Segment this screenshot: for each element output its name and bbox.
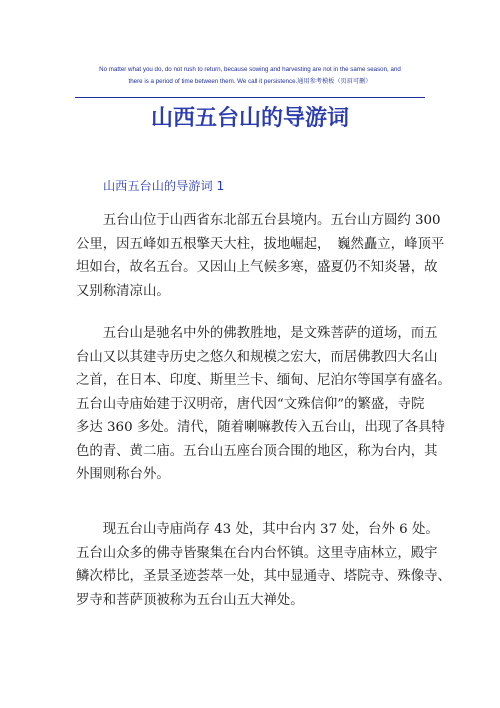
paragraph-line: 五台山位于山西省东北部五台县境内。五台山方圆约 300 <box>76 213 441 228</box>
paragraph-line: 五台山众多的佛寺皆聚集在台内台怀镇。这里寺庙林立，殿宇 <box>76 545 438 561</box>
paragraph-3 <box>76 518 451 612</box>
paragraph-line: 五台山寺庙始建于汉明帝，唐代因“文殊信仰”的繁盛，寺院 <box>76 396 425 412</box>
paragraph-line: 公里，因五峰如五根擎天大柱，拔地崛起， 巍然矗立，峰顶平 <box>76 236 445 252</box>
paragraph-line: 现五台山寺庙尚存 43 处，其中台内 37 处，台外 6 处。 <box>76 522 439 537</box>
document-title: 山西五台山的导游词 <box>150 106 349 131</box>
paragraph-line: 五台山是驰名中外的佛教胜地，是文殊菩萨的道场，而五 <box>76 326 438 341</box>
paragraph-2 <box>76 322 451 487</box>
page-header <box>60 64 440 88</box>
paragraph-line: 多达 360 多处。清代，随着喇嘛教传入五台山，出现了各具特 <box>76 420 445 435</box>
paragraph-line: 之首，在日本、印度、斯里兰卡、缅甸、尼泊尔等国享有盛名。 <box>76 373 451 388</box>
paragraph-line: 又别称清凉山。 <box>76 283 170 299</box>
header-divider <box>75 97 425 98</box>
paragraph-line: 色的青、黄二庙。五台山五座台顶合围的地区，称为台内，其 <box>76 443 438 459</box>
header-line-2: there is a period of time between them. We call it persistence.通用参考模板（页眉可删） <box>128 78 372 85</box>
paragraph-line: 外围则称台外。 <box>76 467 170 482</box>
paragraph-line: 鳞次栉比，圣景圣迹荟萃一处，其中显通寺、塔院寺、殊像寺、 <box>76 569 451 584</box>
paragraph-1 <box>76 209 445 303</box>
paragraph-line: 台山又以其建寺历史之悠久和规模之宏大，而居佛教四大名山 <box>76 349 438 365</box>
paragraph-line: 坦如台，故名五台。又因山上气候多寒，盛夏仍不知炎暑，故 <box>76 260 438 275</box>
header-line-1: No matter what you do, do not rush to return, because sowing and harvesting are not in the same season, and <box>99 66 401 73</box>
paragraph-line: 罗寺和菩萨顶被称为五台山五大禅处。 <box>76 592 304 608</box>
section-heading: 山西五台山的导游词 1 <box>103 179 225 193</box>
